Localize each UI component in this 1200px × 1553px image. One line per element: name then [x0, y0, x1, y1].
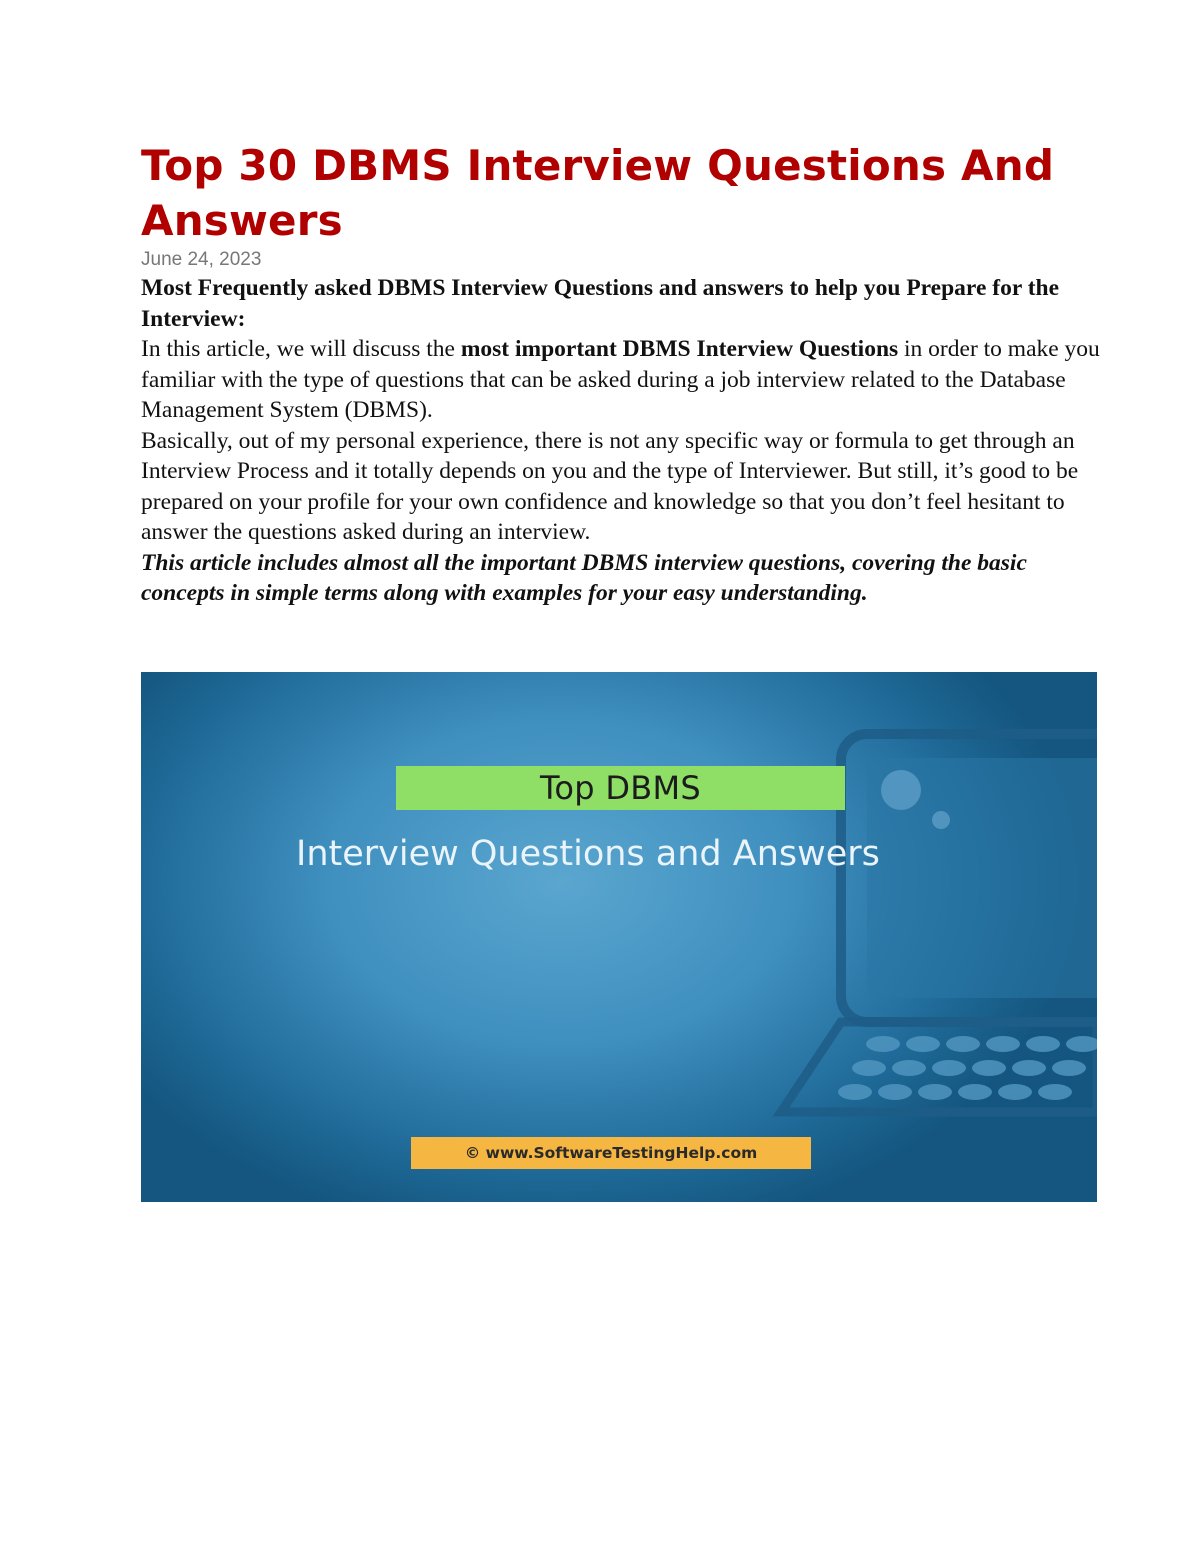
hero-banner	[396, 766, 845, 810]
hero-banner-text: Top DBMS	[539, 769, 702, 807]
article	[141, 138, 1101, 609]
hero-footer	[411, 1137, 811, 1169]
hero-footer-text: © www.SoftwareTestingHelp.com	[464, 1144, 758, 1162]
hero-subtitle: Interview Questions and Answers	[296, 834, 880, 874]
paragraph-summary: This article includes almost all the important DBMS interview questions, covering the basic concepts in simple terms along with examples for your easy understanding.	[141, 549, 1027, 606]
intro-heading: Most Frequently asked DBMS Interview Questions and answers to help you Prepare for the Interview:	[141, 275, 1060, 332]
article-date: June 24, 2023	[141, 249, 262, 270]
hero-image	[141, 672, 1097, 1202]
paragraph-intro-bold: most important DBMS Interview Questions	[460, 336, 899, 362]
paragraph-intro-end: in order to make you familiar with the type of questions that can be asked during a job interview related to the Database Management System (DBMS).	[141, 336, 1100, 423]
article-title: Top 30 DBMS Interview Questions And Answers	[141, 141, 1055, 245]
paragraph-experience: Basically, out of my personal experience, there is not any specific way or formula to get through an Interview Process and it totally depends on you and the type of Interviewer. But still, it’s good to be prepared on your profile for your own confidence and knowledge so that you don’t feel hesitant to answer the questions asked during an interview.	[141, 427, 1079, 545]
paragraph-intro-start: In this article, we will discuss the	[141, 336, 461, 362]
laptop-icon	[141, 672, 1097, 1202]
paragraph-intro	[141, 334, 1101, 426]
